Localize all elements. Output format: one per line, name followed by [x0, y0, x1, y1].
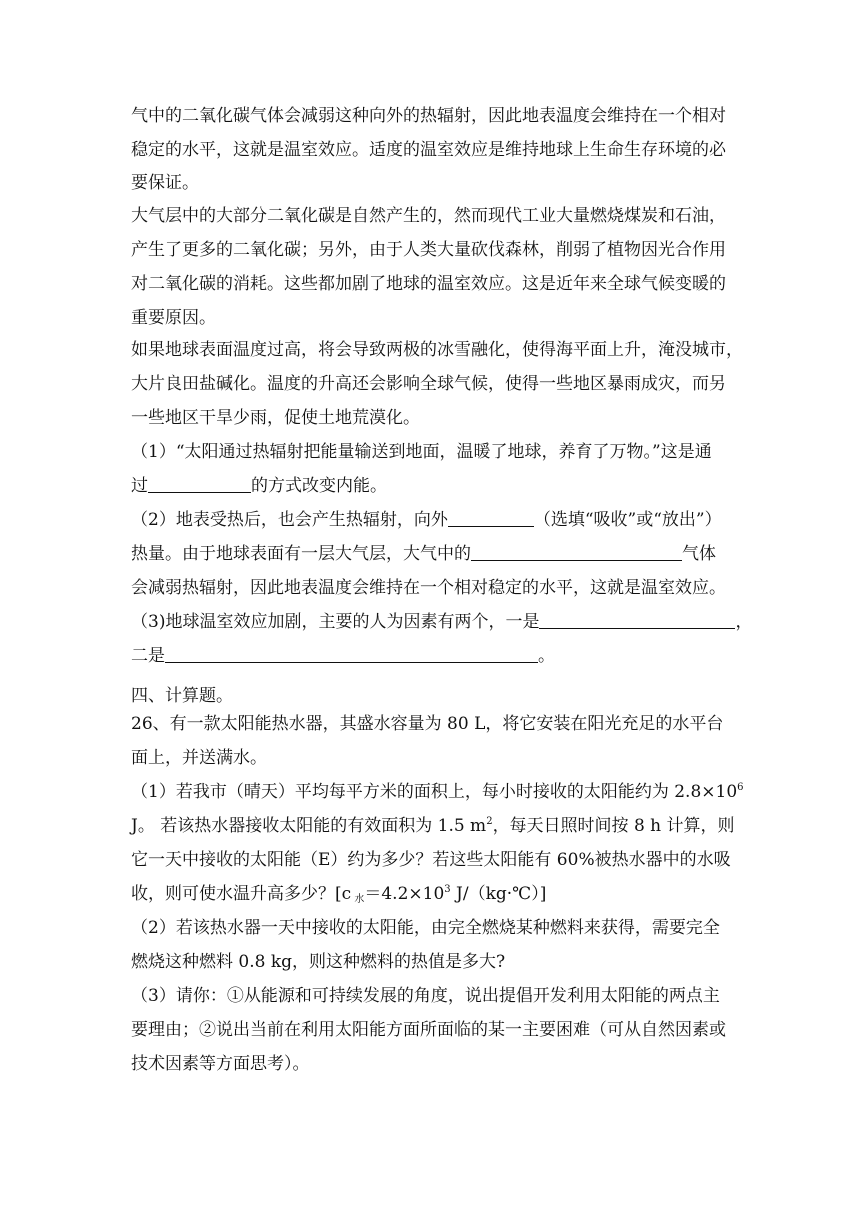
passage-line: 大气层中的大部分二氧化碳是自然产生的，然而现代工业大量燃烧煤炭和石油，: [131, 206, 726, 226]
question-text: 二是: [131, 646, 165, 666]
question-line: （3）请你：①从能源和可持续发展的角度，说出提倡开发利用太阳能的两点主: [131, 986, 720, 1006]
question-text: （3)地球温室效应加剧，主要的人为因素有两个，一是: [131, 612, 540, 632]
question-text: （2）地表受热后，也会产生热辐射，向外: [131, 510, 448, 530]
question-text: ，: [735, 612, 753, 632]
question-text: J。 若该热水器接收太阳能的有效面积为 1.5 m: [131, 816, 487, 836]
passage-line: 重要原因。: [131, 308, 216, 328]
question-line: （2）若该热水器一天中接收的太阳能，由完全燃烧某种燃料来获得，需要完全: [131, 918, 720, 938]
question-line: [131, 543, 716, 565]
question-text: 气体: [682, 544, 716, 564]
question-line: [131, 475, 387, 497]
question-line: [131, 883, 546, 905]
question-line: 技术因素等方面思考）。: [131, 1054, 310, 1074]
question-text: 收，则可使水温升高多少？[c: [131, 884, 352, 904]
answer-blank[interactable]: [539, 612, 735, 629]
section-title: 四、计算题。: [131, 686, 233, 706]
question-line: [131, 611, 752, 633]
superscript: 2: [486, 816, 493, 827]
passage-line: 产生了更多的二氧化碳；另外，由于人类大量砍伐森林，削弱了植物因光合作用: [131, 240, 726, 260]
answer-blank[interactable]: [448, 510, 534, 527]
question-text: 过: [131, 476, 148, 496]
question-text: 的方式改变内能。: [251, 476, 387, 496]
superscript: 3: [444, 884, 451, 895]
question-text: 热量。由于地球表面有一层大气层，大气中的: [131, 544, 471, 564]
passage-line: 稳定的水平，这就是温室效应。适度的温室效应是维持地球上生命生存环境的必: [131, 140, 726, 160]
question-line: 面上，并送满水。: [131, 748, 267, 768]
question-line: [131, 509, 722, 531]
passage-line: 大片良田盐碱化。温度的升高还会影响全球气候，使得一些地区暴雨成灾，而另: [131, 374, 726, 394]
answer-blank[interactable]: [148, 476, 251, 493]
passage-line: 一些地区干旱少雨，促使土地荒漠化。: [131, 408, 420, 428]
question-text: ＝4.2×10: [364, 884, 445, 904]
passage-line: 要保证。: [131, 173, 199, 193]
passage-line: 如果地球表面温度过高，将会导致两极的冰雪融化，使得海平面上升，淹没城市，: [131, 340, 743, 360]
question-line: 会减弱热辐射，因此地表温度会维持在一个相对稳定的水平，这就是温室效应。: [131, 578, 726, 598]
question-line: （1）“太阳通过热辐射把能量输送到地面，温暖了地球，养育了万物。”这是通: [131, 442, 712, 462]
question-text: ，每天日照时间按 8 h 计算，则: [492, 816, 735, 836]
question-line: [131, 815, 735, 837]
question-line: 26、有一款太阳能热水器，其盛水容量为 80 L，将它安装在阳光充足的水平台: [131, 714, 724, 734]
superscript: 6: [737, 782, 744, 793]
answer-blank[interactable]: [165, 646, 538, 663]
passage-line: 对二氧化碳的消耗。这些都加剧了地球的温室效应。这是近年来全球气候变暖的: [131, 274, 726, 294]
question-line: 它一天中接收的太阳能（E）约为多少？若这些太阳能有 60%被热水器中的水吸: [131, 850, 731, 870]
question-text: 。: [538, 646, 555, 666]
question-line: [131, 645, 555, 667]
question-line: [131, 781, 744, 803]
passage-line: 气中的二氧化碳气体会减弱这种向外的热辐射，因此地表温度会维持在一个相对: [131, 106, 726, 126]
question-line: 燃烧这种燃料 0.8 kg，则这种燃料的热值是多大?: [131, 952, 506, 972]
question-text: （选填“吸收”或“放出”）: [533, 510, 722, 530]
answer-blank[interactable]: [471, 544, 682, 561]
subscript: 水: [351, 894, 365, 905]
question-line: 要理由；②说出当前在利用太阳能方面所面临的某一主要困难（可从自然因素或: [131, 1020, 726, 1040]
question-text: （1）若我市（晴天）平均每平方米的面积上，每小时接收的太阳能约为 2.8×10: [131, 782, 738, 802]
question-text: J/（kg·℃）]: [450, 884, 547, 904]
